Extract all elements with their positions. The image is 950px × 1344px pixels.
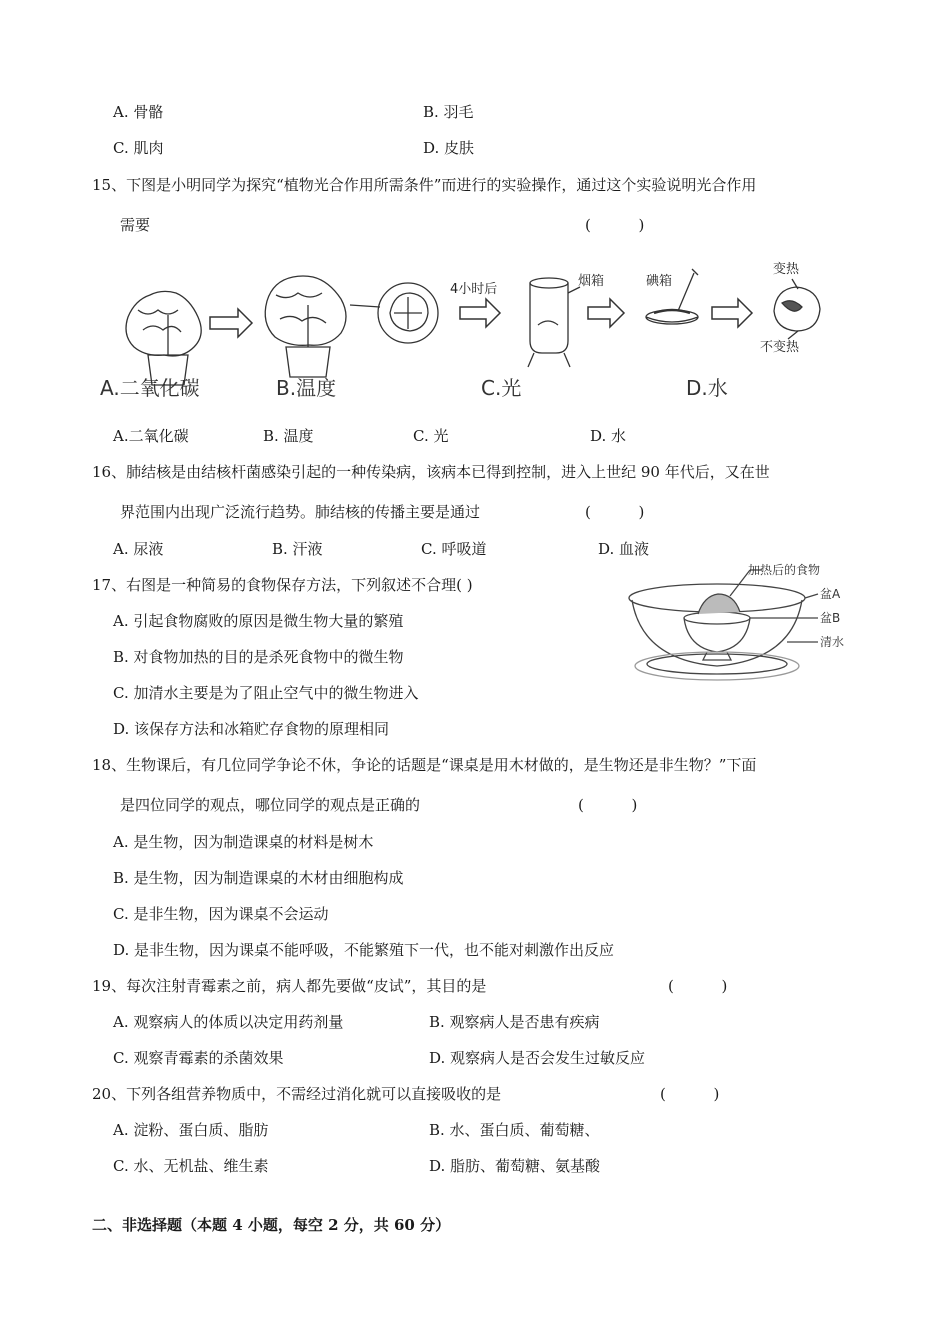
result-leaf-icon (774, 279, 820, 339)
q20-option-d: D. 脂肪、葡萄糖、氨基酸 (429, 1157, 601, 1175)
q14-option-b: B. 羽毛 (423, 103, 474, 121)
q15-stem-line1: 15、下图是小明同学为探究“植物光合作用所需条件”而进行的实验操作，通过这个实验说明光合作用 (92, 176, 757, 194)
q15-option-c: C. 光 (413, 427, 449, 445)
label-clean-water: 清水 (820, 635, 845, 649)
beaker-icon (528, 278, 580, 367)
potted-plant-1-icon (126, 291, 201, 385)
q18-stem-line2: 是四位同学的观点，哪位同学的观点是正确的 (120, 796, 421, 814)
q16-stem-line1: 16、肺结核是由结核杆菌感染引起的一种传染病，该病本已得到控制，进入上世纪 90 年代后，又在世 (92, 463, 770, 481)
arrow-right-icon (588, 299, 624, 327)
q16-answer-blank: ( ) (585, 503, 645, 521)
q17-stem: 17、右图是一种简易的食物保存方法，下列叙述不合理( ) (92, 576, 473, 594)
q14-option-a: A. 骨骼 (113, 103, 164, 121)
q17-option-c: C. 加清水主要是为了阻止空气中的微生物进入 (113, 684, 419, 702)
q18-option-d: D. 是非生物，因为课桌不能呼吸，不能繁殖下一代，也不能对刺激作出反应 (113, 941, 615, 959)
q16-stem-line2: 界范围内出现广泛流行趋势。肺结核的传播主要是通过 (120, 503, 481, 521)
q15-stem-line2: 需要 (120, 216, 151, 234)
label-basin-a: 盆A (820, 587, 841, 601)
q20-option-a: A. 淀粉、蛋白质、脂肪 (113, 1121, 269, 1139)
q17-option-d: D. 该保存方法和冰箱贮存食物的原理相同 (113, 720, 390, 738)
basin-b-bowl-icon (684, 618, 750, 652)
q19-stem: 19、每次注射青霉素之前，病人都先要做“皮试”，其目的是 (92, 977, 487, 995)
q15-answer-blank: ( ) (585, 216, 645, 234)
label-4-hours-later: 4小时后 (450, 282, 498, 297)
q14-option-d: D. 皮肤 (423, 139, 475, 157)
q19-option-d: D. 观察病人是否会发生过敏反应 (429, 1049, 646, 1067)
arrow-right-icon (210, 309, 252, 337)
q15-option-b: B. 温度 (263, 427, 314, 445)
food-icon (698, 594, 740, 614)
figure-caption-d: D.水 (686, 376, 728, 400)
q14-option-c: C. 肌肉 (113, 139, 164, 157)
q19-option-b: B. 观察病人是否患有疾病 (429, 1013, 600, 1031)
q15-option-d: D. 水 (590, 427, 627, 445)
q20-stem: 20、下列各组营养物质中，不需经过消化就可以直接吸收的是 (92, 1085, 502, 1103)
potted-plant-2-icon (265, 276, 346, 377)
q16-option-a: A. 尿液 (113, 540, 164, 558)
q17-food-storage-figure (622, 556, 862, 686)
arrow-right-icon (712, 299, 752, 327)
q18-option-b: B. 是生物，因为制造课桌的木材由细胞构成 (113, 869, 404, 887)
figure-caption-b: B.温度 (276, 376, 337, 400)
q19-option-c: C. 观察青霉素的杀菌效果 (113, 1049, 284, 1067)
q20-option-c: C. 水、无机盐、维生素 (113, 1157, 269, 1175)
q15-option-a: A.二氧化碳 (113, 427, 189, 445)
q18-option-a: A. 是生物，因为制造课桌的材料是树木 (113, 833, 374, 851)
q18-option-c: C. 是非生物，因为课桌不会运动 (113, 905, 329, 923)
label-not-hot: 不变热 (760, 340, 800, 355)
label-iodine-box: 碘箱 (646, 274, 673, 289)
label-turns-hot: 变热 (773, 262, 800, 277)
arrow-right-icon (460, 299, 500, 327)
q16-option-b: B. 汗液 (272, 540, 323, 558)
leaf-closeup-icon (350, 283, 438, 343)
q15-experiment-figure (98, 255, 838, 410)
q20-answer-blank: ( ) (660, 1085, 720, 1103)
q16-option-c: C. 呼吸道 (421, 540, 487, 558)
q20-option-b: B. 水、蛋白质、葡萄糖、 (429, 1121, 600, 1139)
q18-stem-line1: 18、生物课后，有几位同学争论不休，争论的话题是“课桌是用木材做的，是生物还是非生物？”下面 (92, 756, 757, 774)
q18-answer-blank: ( ) (578, 796, 638, 814)
figure-caption-a: A.二氧化碳 (100, 376, 200, 400)
q17-option-b: B. 对食物加热的目的是杀死食物中的微生物 (113, 648, 404, 666)
q19-option-a: A. 观察病人的体质以决定用药剂量 (113, 1013, 344, 1031)
label-heated-food: 加热后的食物 (748, 563, 821, 577)
q16-option-d: D. 血液 (598, 540, 650, 558)
figure-caption-c: C.光 (481, 376, 522, 400)
q19-answer-blank: ( ) (668, 977, 728, 995)
label-smoke-box: 烟箱 (578, 274, 605, 289)
q17-option-a: A. 引起食物腐败的原因是微生物大量的繁殖 (113, 612, 404, 630)
section-2-heading: 二、非选择题（本题 4 小题，每空 2 分，共 60 分） (92, 1216, 451, 1234)
label-basin-b: 盆B (820, 611, 841, 625)
